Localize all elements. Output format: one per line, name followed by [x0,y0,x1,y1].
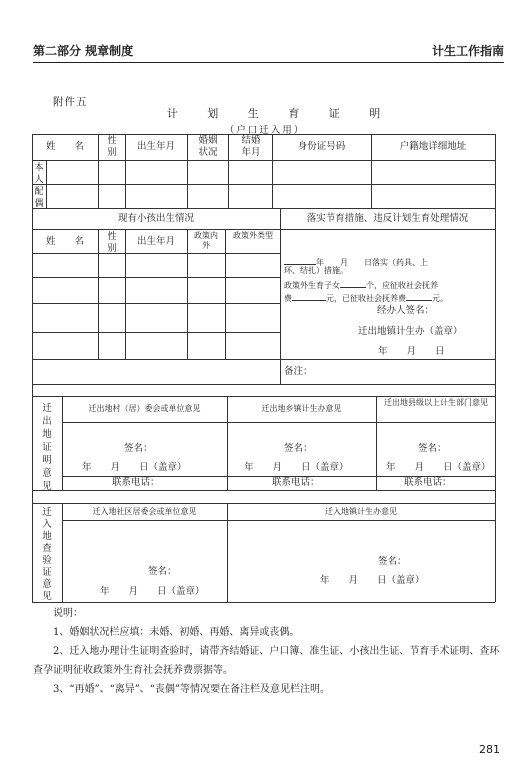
form-rule [32,303,280,304]
form-rule [98,229,99,359]
row-spouse: 配偶 [34,187,44,209]
note-item: 2、迁入地办理计生证明查验时，请带齐结婚证、户口簿、准生证、小孩出生证、节育手术证明、查环查孕证明征收政策外生育社会抚养费票据等。 [33,646,500,676]
measure-text-3a: 费 [284,294,292,303]
out-seal-date-1: 年 月 日（盖章） [82,462,187,473]
measure-text-3c: 元。 [432,294,448,303]
measure-text-1: 年 月 日落实（药具、上 [316,258,428,267]
form-rule [187,229,188,359]
col-married-date: 结婚年月 [241,135,261,158]
header-section: 第二部分 规章制度 [33,44,134,58]
page-number: 281 [479,743,500,756]
col-marital: 婚姻状况 [198,135,218,158]
col-birth: 出生年月 [136,141,175,152]
form-rule [125,229,126,359]
measure-date: 年 月 日 [378,346,445,357]
out-sign-2: 签名： [284,443,313,454]
form-rule [32,208,495,209]
form-rule [62,503,63,602]
blank-line [406,291,432,301]
measure-text-2b: 个，应征收社会抚养 [366,281,438,290]
blank-line [292,291,326,301]
in-seal-date-2: 年 月 日（盖章） [320,575,425,586]
col-address: 户籍地详细地址 [399,141,467,152]
out-office-seal: 迁出地镇计生办（盖章） [358,326,463,337]
children-heading: 现有小孩出生情况 [117,213,194,224]
in-seal-date-1: 年 月 日（盖章） [100,586,205,597]
form-rule [32,229,495,230]
form-rule [187,134,188,208]
in-sign-1: 签名： [148,566,177,577]
measure-line-3 [284,291,448,304]
note-item: 1、婚姻状况栏应填：未婚、初婚、再婚、离异或丧偶。 [53,627,300,638]
out-seal-date-3: 年 月 日（盖章） [386,462,491,473]
out-header-village: 迁出地村（居）委会或单位意见 [88,404,201,413]
form-rule [228,134,229,208]
form-rule [495,134,496,602]
in-header-town: 迁入地镇计生办意见 [325,507,397,516]
col-gender: 性别 [107,136,117,158]
out-sign-3: 签名： [418,443,447,454]
form-rule [32,332,280,333]
out-header-town: 迁出地乡镇计生办意见 [261,404,342,413]
header-rule [33,62,504,63]
form-rule [32,384,495,385]
in-label: 迁入地查验证意见 [42,507,52,602]
form-rule [32,503,495,504]
measure-text-2a: 政策外生育子女 [284,281,340,290]
child-col-gender: 性别 [107,232,117,254]
attachment-label: 附件五 [53,96,88,108]
col-name: 姓 名 [45,141,84,152]
form-title: 计 划 生 育 证 明 [166,107,394,120]
note-item: 3、“再婚”、“离异”、“丧偶”等情况要在备注栏及意见栏注明。 [53,684,331,695]
header-book-title: 计生工作指南 [431,44,504,58]
form-rule [32,184,495,185]
child-col-policy: 政策内外 [194,231,218,250]
form-rule [227,503,228,602]
out-sign-1: 签名： [124,443,153,454]
form-rule [32,396,495,397]
measures-heading: 落实节育措施、违反计划生育处理情况 [306,213,469,224]
measure-line-1b: 环、结扎）措施。 [284,266,348,275]
measure-line-2 [284,278,438,291]
child-col-type: 政策外类型 [233,231,273,240]
form-rule [32,277,280,278]
form-rule [32,602,495,603]
form-rule [62,520,495,521]
remarks-label: 备注： [284,366,313,377]
out-seal-date-2: 年 月 日（盖章） [244,462,349,473]
form-rule [32,359,495,360]
form-rule [225,229,226,359]
child-col-name: 姓 名 [45,236,84,247]
out-contact-1: 联系电话： [112,477,160,488]
form-rule [280,208,281,384]
form-rule [32,253,280,254]
form-rule [98,134,99,208]
out-contact-3: 联系电话： [404,477,452,488]
notes [33,604,502,699]
measure-text-3b: 元，已征收社会抚养费 [326,294,406,303]
out-contact-2: 联系电话： [272,477,320,488]
col-id-number: 身份证号码 [297,141,346,152]
running-header [33,38,504,60]
row-self: 本人 [34,163,44,185]
form-rule [46,160,47,208]
child-col-birth: 出生年月 [136,236,175,247]
in-sign-2: 签名： [378,556,407,567]
out-header-county: 迁出地县级以上计生部门意见 [384,398,488,407]
in-header-community: 迁入地社区居委会或单位意见 [92,507,197,516]
blank-line [284,255,316,265]
form-subtitle: （户口迁入用） [224,125,306,136]
out-label: 迁出地证明意见 [42,403,52,492]
handler-signature: 经办人签名： [377,305,435,316]
form-rule [32,160,495,161]
notes-heading: 说明： [53,608,83,619]
form-rule [376,396,377,490]
certificate-form [32,134,495,602]
form-rule [32,490,495,491]
blank-line [340,278,366,288]
form-rule [62,422,495,423]
